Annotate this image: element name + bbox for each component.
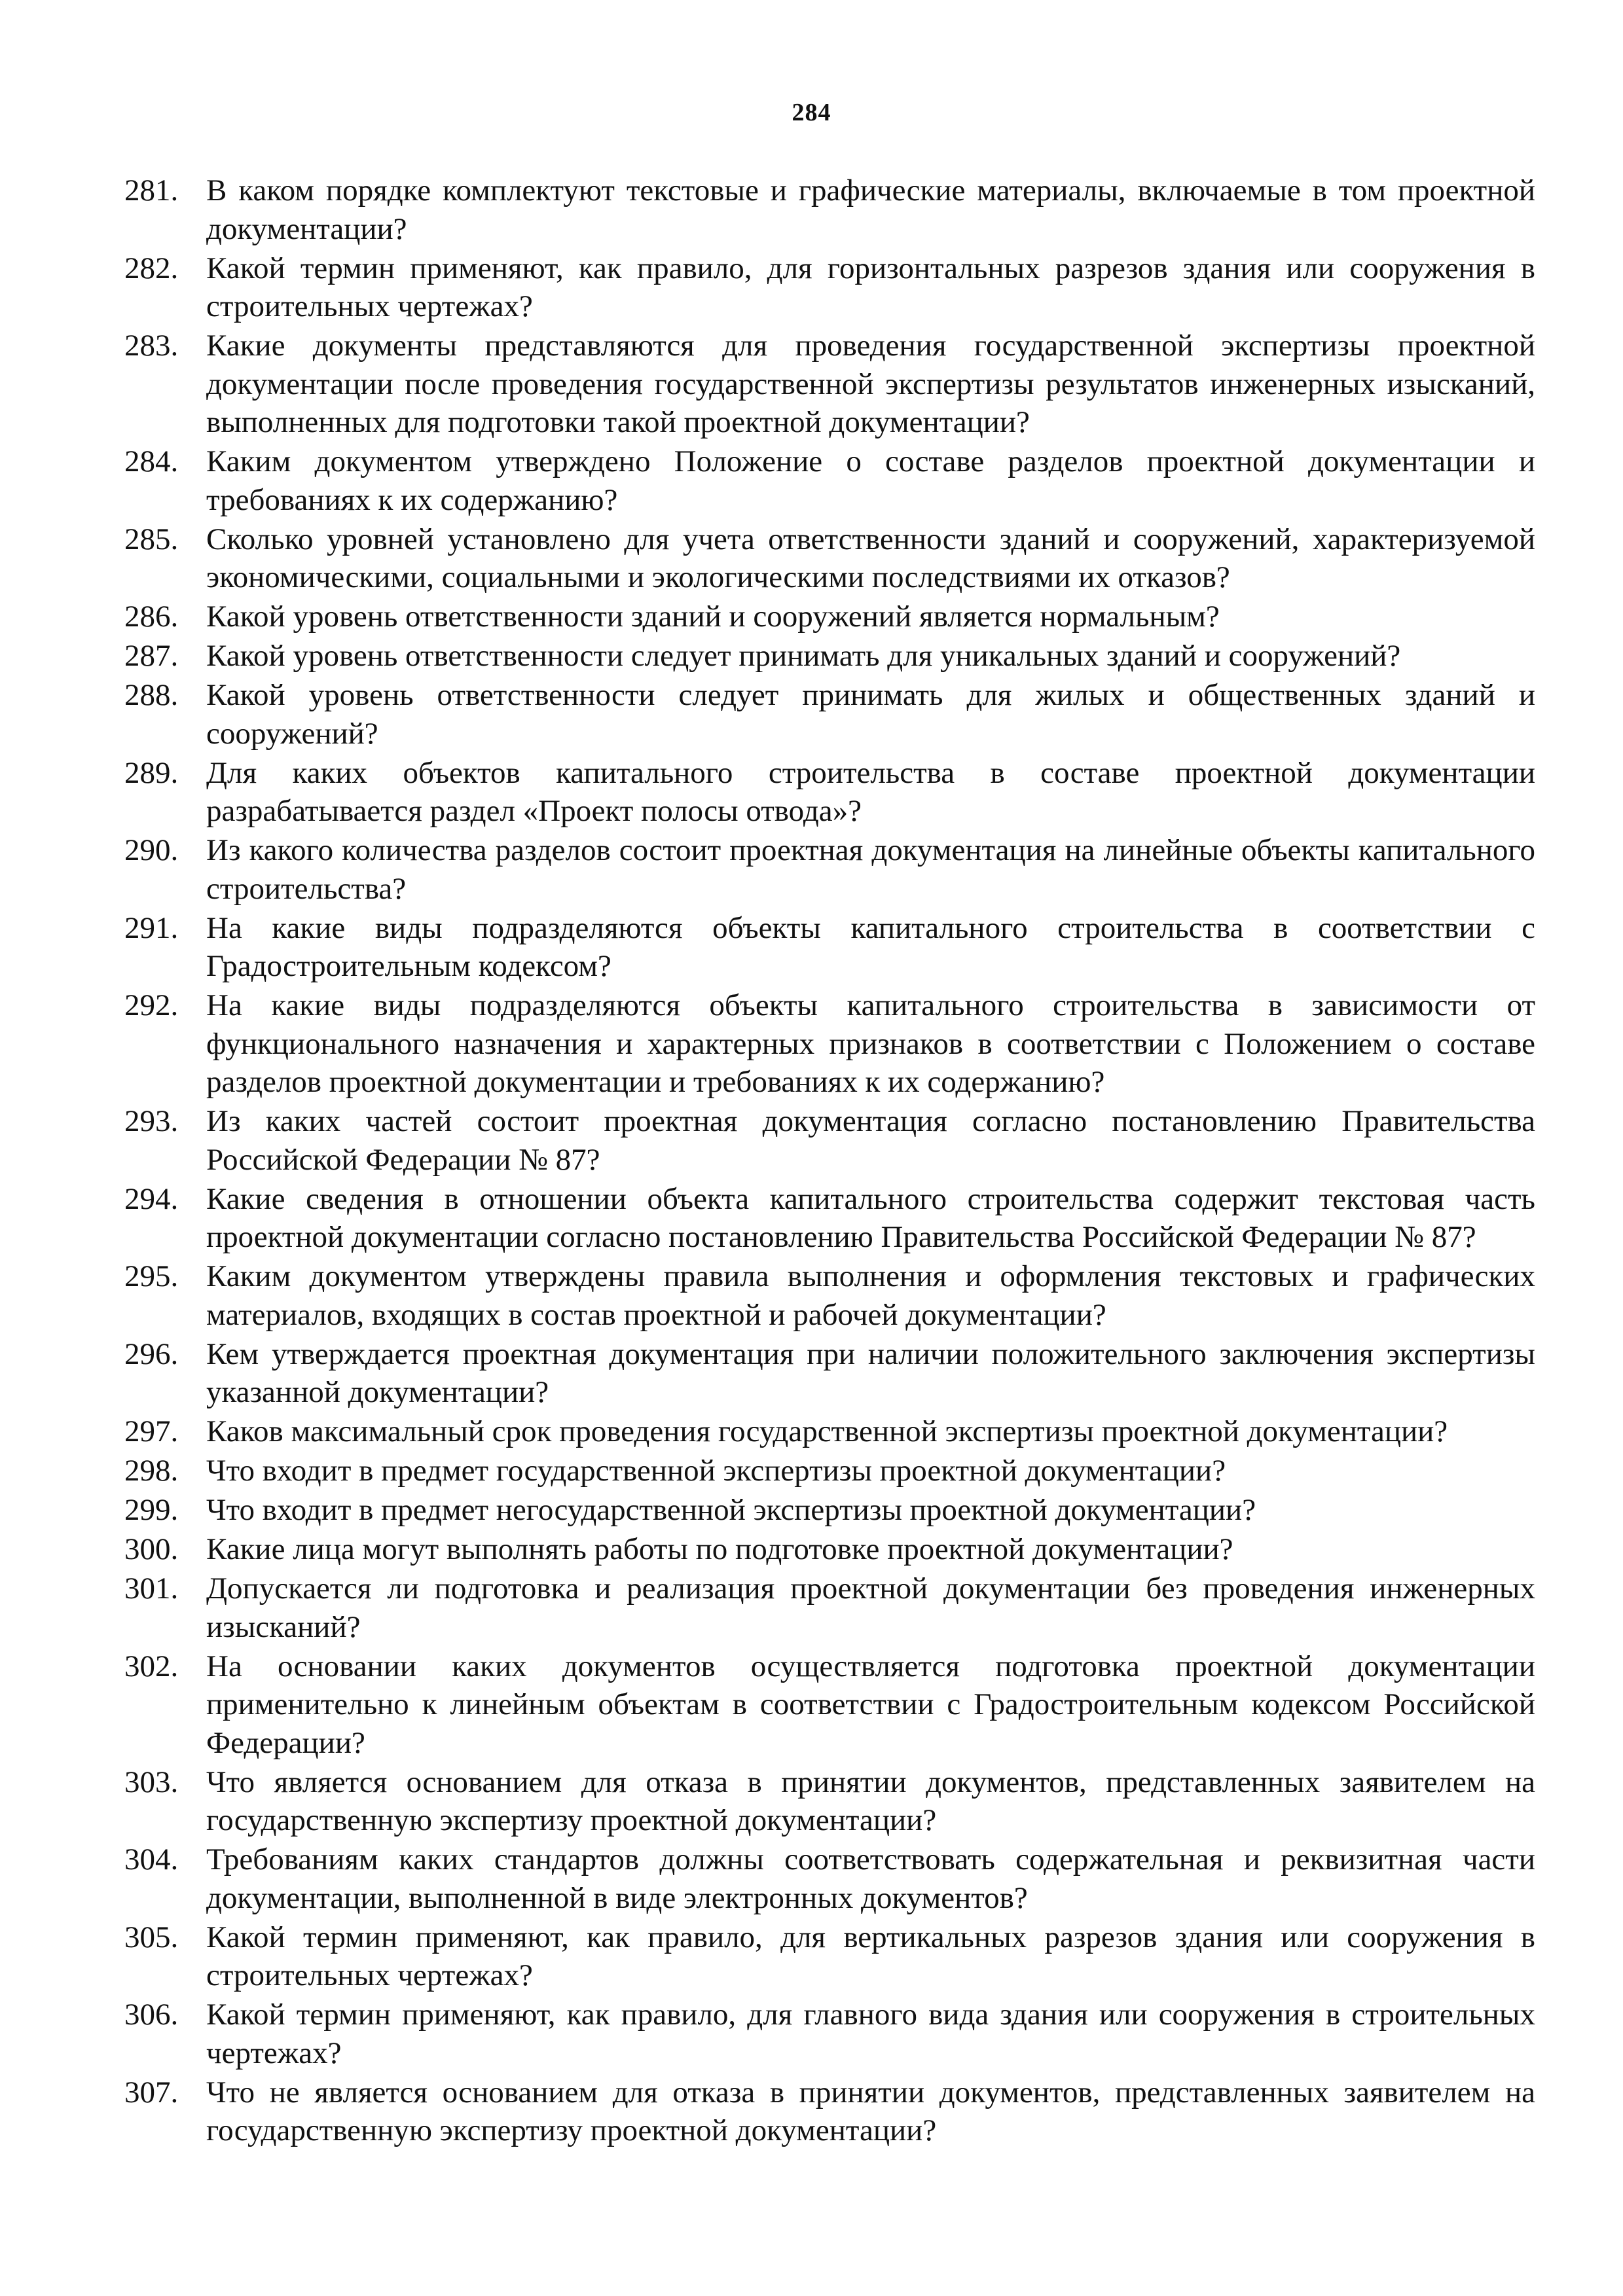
question-text: Допускается ли подготовка и реализация проектной документации без проведения инженерных изысканий? bbox=[206, 1571, 1535, 1644]
question-text: Какой термин применяют, как правило, для горизонтальных разрезов здания или сооружения в строительных чертежах? bbox=[206, 251, 1535, 323]
question-item bbox=[124, 249, 1535, 326]
question-text: Что не является основанием для отказа в принятии документов, представленных заявителем на государственную экспертизу проектной документации? bbox=[206, 2075, 1535, 2147]
question-number: 306. bbox=[124, 1998, 179, 2032]
question-number: 286. bbox=[124, 600, 179, 634]
question-item bbox=[124, 1412, 1535, 1451]
question-item bbox=[124, 520, 1535, 597]
question-number: 307. bbox=[124, 2075, 179, 2109]
question-item bbox=[124, 637, 1535, 675]
question-text: Каков максимальный срок проведения государственной экспертизы проектной документации? bbox=[206, 1414, 1448, 1448]
question-text: Какие лица могут выполнять работы по подготовке проектной документации? bbox=[206, 1532, 1233, 1566]
question-text: Какой уровень ответственности следует принимать для жилых и общественных зданий и сооружений? bbox=[206, 678, 1535, 751]
question-item bbox=[124, 598, 1535, 636]
question-item bbox=[124, 1647, 1535, 1763]
question-number: 299. bbox=[124, 1493, 179, 1527]
question-number: 294. bbox=[124, 1181, 179, 1216]
question-text: Что входит в предмет государственной экспертизы проектной документации? bbox=[206, 1454, 1226, 1488]
question-item bbox=[124, 1452, 1535, 1490]
question-number: 305. bbox=[124, 1920, 179, 1954]
question-text: На основании каких документов осуществляется подготовка проектной документации применительно к линейным объектам в соответствии с Градостроительным кодексом Российской Федерации? bbox=[206, 1649, 1535, 1760]
question-text: Для каких объектов капитального строительства в составе проектной документации разрабатывается раздел «Проект полосы отвода»? bbox=[206, 755, 1535, 828]
question-item bbox=[124, 831, 1535, 908]
question-text: Какой термин применяют, как правило, для главного вида здания или сооружения в строительных чертежах? bbox=[206, 1998, 1535, 2070]
question-text: Какой уровень ответственности следует принимать для уникальных зданий и сооружений? bbox=[206, 639, 1401, 673]
question-text: Что входит в предмет негосударственной экспертизы проектной документации? bbox=[206, 1493, 1256, 1527]
question-item bbox=[124, 327, 1535, 442]
question-item bbox=[124, 909, 1535, 986]
question-number: 301. bbox=[124, 1571, 179, 1605]
question-item bbox=[124, 1918, 1535, 1995]
question-number: 290. bbox=[124, 833, 179, 867]
question-text: Каким документом утверждены правила выполнения и оформления текстовых и графических материалов, входящих в состав проектной и рабочей документации? bbox=[206, 1259, 1535, 1332]
question-item bbox=[124, 986, 1535, 1102]
question-text: Из каких частей состоит проектная документация согласно постановлению Правительства Российской Федерации № 87? bbox=[206, 1104, 1535, 1177]
question-item bbox=[124, 442, 1535, 519]
question-number: 304. bbox=[124, 1842, 179, 1876]
question-list bbox=[124, 171, 1535, 2151]
question-number: 293. bbox=[124, 1104, 179, 1138]
question-text: На какие виды подразделяются объекты капитального строительства в соответствии с Градостроительным кодексом? bbox=[206, 910, 1535, 983]
question-text: Кем утверждается проектная документация при наличии положительного заключения экспертизы указанной документации? bbox=[206, 1336, 1535, 1409]
question-number: 287. bbox=[124, 639, 179, 673]
question-number: 296. bbox=[124, 1336, 179, 1371]
question-number: 282. bbox=[124, 251, 179, 285]
question-number: 283. bbox=[124, 329, 179, 363]
question-item bbox=[124, 754, 1535, 831]
question-number: 284. bbox=[124, 444, 179, 478]
question-text: В каком порядке комплектуют текстовые и графические материалы, включаемые в том проектной документации? bbox=[206, 173, 1535, 246]
question-text: Какие документы представляются для проведения государственной экспертизы проектной документации после проведения государственной экспертизы результатов инженерных изысканий, выполненных для подготовки такой проектной документации? bbox=[206, 329, 1535, 439]
question-text: Требованиям каких стандартов должны соответствовать содержательная и реквизитная части документации, выполненной в виде электронных документов? bbox=[206, 1842, 1535, 1915]
question-number: 292. bbox=[124, 988, 179, 1022]
question-item bbox=[124, 1335, 1535, 1412]
question-text: Сколько уровней установлено для учета ответственности зданий и сооружений, характеризуемой экономическими, социальными и экологическими последствиями их отказов? bbox=[206, 522, 1535, 594]
question-number: 285. bbox=[124, 522, 179, 556]
question-item bbox=[124, 1840, 1535, 1917]
page-number: 284 bbox=[792, 99, 831, 126]
question-number: 295. bbox=[124, 1259, 179, 1293]
question-item bbox=[124, 1570, 1535, 1646]
question-item bbox=[124, 676, 1535, 753]
question-number: 298. bbox=[124, 1454, 179, 1488]
question-item bbox=[124, 1257, 1535, 1334]
question-text: Что является основанием для отказа в принятии документов, представленных заявителем на государственную экспертизу проектной документации? bbox=[206, 1765, 1535, 1837]
question-number: 281. bbox=[124, 173, 179, 207]
question-item bbox=[124, 1530, 1535, 1569]
question-item bbox=[124, 1763, 1535, 1840]
question-item bbox=[124, 1996, 1535, 2072]
question-text: Каким документом утверждено Положение о составе разделов проектной документации и требованиях к их содержанию? bbox=[206, 444, 1535, 517]
question-text: На какие виды подразделяются объекты капитального строительства в зависимости от функционального назначения и характерных признаков в соответствии с Положением о составе разделов проектной документации и требованиях к их содержанию? bbox=[206, 988, 1535, 1099]
question-text: Какой термин применяют, как правило, для вертикальных разрезов здания или сооружения в строительных чертежах? bbox=[206, 1920, 1535, 1992]
question-number: 300. bbox=[124, 1532, 179, 1566]
question-item bbox=[124, 2073, 1535, 2150]
question-item bbox=[124, 1102, 1535, 1179]
question-number: 302. bbox=[124, 1649, 179, 1683]
question-number: 288. bbox=[124, 678, 179, 712]
question-text: Из какого количества разделов состоит проектная документация на линейные объекты капитального строительства? bbox=[206, 833, 1535, 906]
question-item bbox=[124, 1180, 1535, 1257]
question-item bbox=[124, 1491, 1535, 1530]
question-number: 297. bbox=[124, 1414, 179, 1448]
question-number: 291. bbox=[124, 910, 179, 945]
question-item bbox=[124, 171, 1535, 248]
question-text: Какой уровень ответственности зданий и сооружений является нормальным? bbox=[206, 600, 1220, 634]
question-number: 289. bbox=[124, 755, 179, 790]
question-text: Какие сведения в отношении объекта капитального строительства содержит текстовая часть проектной документации согласно постановлению Правительства Российской Федерации № 87? bbox=[206, 1181, 1535, 1254]
question-number: 303. bbox=[124, 1765, 179, 1799]
